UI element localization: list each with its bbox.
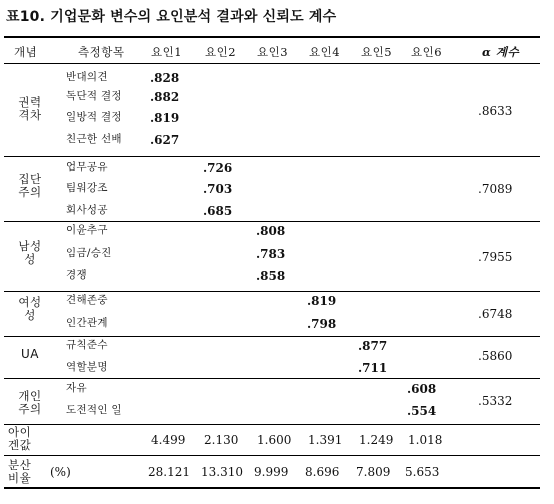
header-factor: 요인2 [205,45,237,59]
factor-loading: .882 [150,90,180,104]
bottom-rule [4,487,540,489]
top-rule [4,36,540,38]
item-label: 역할분명 [66,361,108,373]
eigen-value: 1.249 [359,433,394,447]
alpha-value: .7089 [478,182,513,196]
category-label: 개인 주의 [18,389,42,416]
eigen-value: 1.391 [308,433,343,447]
factor-loading: .828 [150,71,180,85]
item-label: 일방적 결정 [66,111,122,123]
header-factor: 요인6 [411,45,443,59]
category-label: 집단 주의 [18,172,42,199]
item-label: 업무공유 [66,161,108,173]
item-label: 인간관계 [66,317,108,329]
item-label: 규칙준수 [66,339,108,351]
variance-unit: (%) [50,465,71,479]
factor-loading: .608 [407,382,437,396]
factor-loading: .858 [256,269,286,283]
variance-value: 9.999 [254,465,289,479]
item-label: 임금/승진 [66,247,112,259]
factor-loading: .627 [150,133,180,147]
item-label: 도전적인 일 [66,404,122,416]
item-label: 견해존중 [66,294,108,306]
category-label: 여성 성 [18,295,42,322]
variance-value: 8.696 [305,465,340,479]
header-factor: 요인1 [151,45,183,59]
table-title: 표10. 기업문화 변수의 요인분석 결과와 신뢰도 계수 [6,9,337,25]
factor-loading: .783 [256,247,286,261]
variance-value: 5.653 [405,465,440,479]
variance-value: 7.809 [356,465,391,479]
alpha-value: .5860 [478,349,513,363]
eigen-value: 2.130 [204,433,239,447]
factor-loading: .685 [203,204,233,218]
eigen-value: 4.499 [151,433,186,447]
group-separator [4,156,540,157]
item-label: 친근한 선배 [66,133,122,145]
header-rule [4,63,540,64]
category-label: 권력 격차 [18,95,42,122]
alpha-value: .8633 [478,104,513,118]
factor-loading: .726 [203,161,233,175]
category-label: UA [21,347,39,361]
category-label: 남성 성 [18,239,42,266]
factor-loading: .877 [358,339,388,353]
header-alpha: α 계수 [482,45,520,59]
group-separator [4,291,540,292]
item-label: 이윤추구 [66,224,108,236]
item-label: 경쟁 [66,269,87,281]
header-category: 개념 [14,45,38,59]
header-factor: 요인5 [361,45,393,59]
variance-value: 13.310 [201,465,243,479]
item-label: 팀워강조 [66,182,108,194]
group-separator [4,378,540,379]
alpha-value: .5332 [478,394,513,408]
item-label: 반대의견 [66,71,108,83]
factor-loading: .819 [307,294,337,308]
factor-loading: .798 [307,317,337,331]
item-label: 자유 [66,382,87,394]
alpha-value: .6748 [478,307,513,321]
header-factor: 요인3 [257,45,289,59]
factor-loading: .711 [358,361,388,375]
group-separator [4,336,540,337]
eigen-value: 1.600 [257,433,292,447]
factor-loading: .819 [150,111,180,125]
eigen-value: 1.018 [408,433,443,447]
factor-loading: .808 [256,224,286,238]
variance-label: 분산 비율 [8,458,32,485]
item-label: 독단적 결정 [66,90,122,102]
variance-value: 28.121 [148,465,190,479]
header-item: 측정항목 [78,45,125,59]
group-separator [4,455,540,456]
alpha-value: .7955 [478,250,513,264]
group-separator [4,424,540,425]
header-factor: 요인4 [309,45,341,59]
item-label: 회사성공 [66,204,108,216]
factor-loading: .554 [407,404,437,418]
group-separator [4,221,540,222]
factor-loading: .703 [203,182,233,196]
eigen-label: 아이 겐값 [8,425,32,452]
